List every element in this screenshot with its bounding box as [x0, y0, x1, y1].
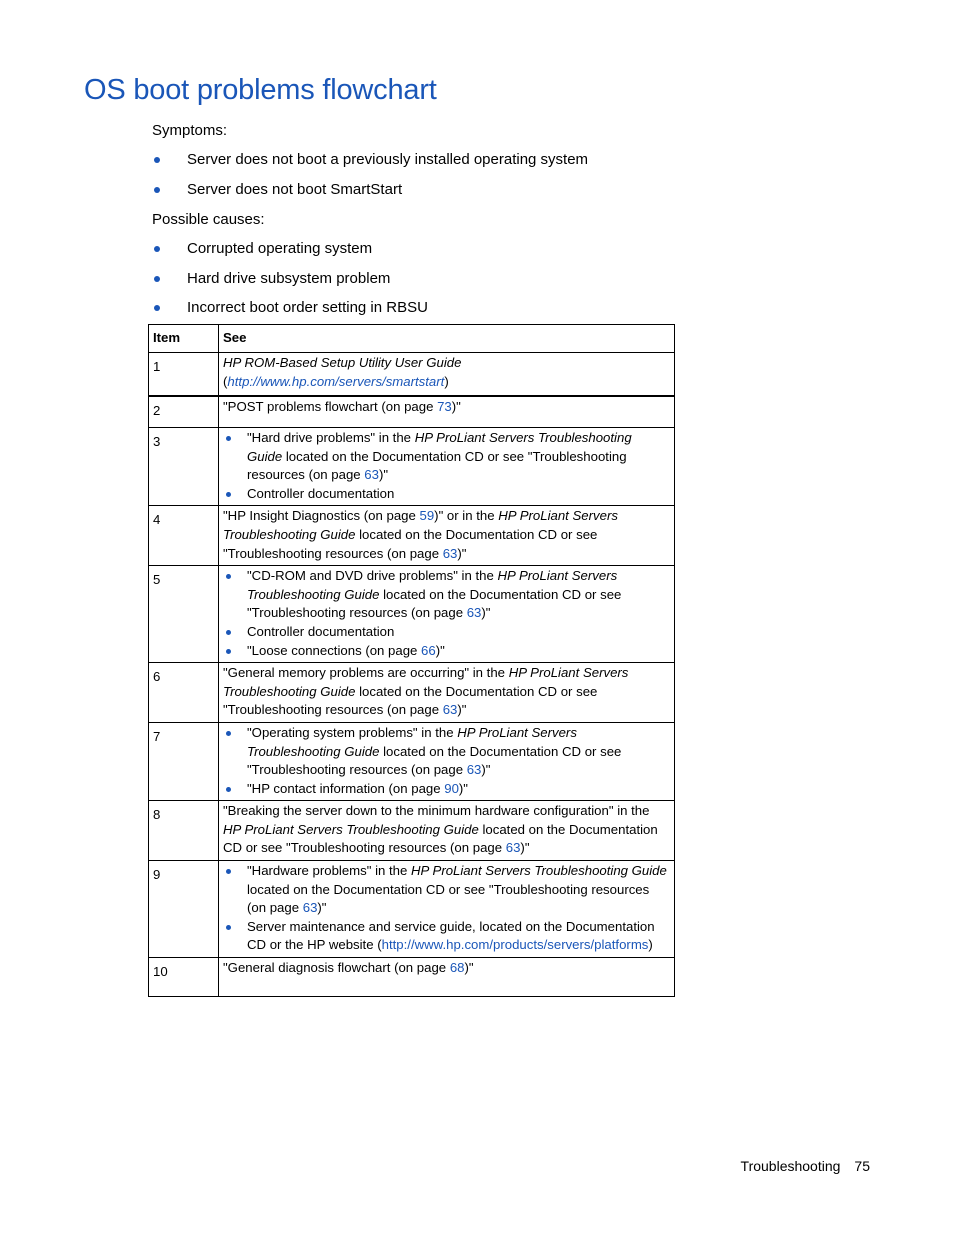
- bullet-icon: [154, 157, 160, 163]
- list-item: Controller documentation: [223, 485, 670, 504]
- page-link[interactable]: 90: [444, 780, 459, 796]
- row-number: 4: [149, 506, 219, 566]
- list-item: Controller documentation: [223, 623, 670, 642]
- page-link[interactable]: 63: [364, 467, 379, 483]
- bullet-icon: [226, 731, 231, 736]
- row-see: "General diagnosis flowchart (on page 68)": [219, 958, 675, 997]
- page-link[interactable]: 63: [505, 840, 521, 856]
- page-link[interactable]: 73: [437, 398, 452, 414]
- guide-title: HP ROM-Based Setup Utility User Guide: [223, 355, 462, 370]
- bullet-icon: [226, 492, 231, 497]
- smartstart-link[interactable]: http://www.hp.com/servers/smartstart: [227, 373, 445, 389]
- bullet-icon: [226, 787, 231, 792]
- bullet-icon: [226, 925, 231, 930]
- row-see: "Breaking the server down to the minimum hardware configuration" in the HP ProLiant Servers Troubleshooting Guide located on the Documentation CD or see "Troubleshooting resources (on page 63)": [219, 801, 675, 861]
- table-row: [149, 801, 675, 861]
- row-see: "General memory problems are occurring" in the HP ProLiant Servers Troubleshooting Guide located on the Documentation CD or see "Troubleshooting resources (on page 63)": [219, 663, 675, 723]
- causes-label: Possible causes:: [152, 211, 265, 228]
- list-item: Server does not boot SmartStart: [152, 181, 588, 211]
- page-link[interactable]: 66: [421, 642, 436, 658]
- footer-section: Troubleshooting: [740, 1158, 841, 1174]
- table-row: [149, 958, 675, 997]
- list-item: "Loose connections (on page 66)": [223, 642, 670, 661]
- header-item: Item: [149, 325, 219, 353]
- table-row: [149, 396, 675, 428]
- list-item: Server does not boot a previously installed operating system: [152, 151, 588, 181]
- row-see: "POST problems flowchart (on page 73)": [219, 396, 675, 428]
- bullet-icon: [226, 436, 231, 441]
- symptoms-label: Symptoms:: [152, 122, 228, 139]
- list-item: "Operating system problems" in the HP ProLiant Servers Troubleshooting Guide located on the Documentation CD or see "Troubleshooting resources (on page 63)": [223, 724, 670, 780]
- list-item: "Hardware problems" in the HP ProLiant Servers Troubleshooting Guide located on the Documentation CD or see "Troubleshooting resources (on page 63)": [223, 862, 670, 918]
- causes-list: [152, 240, 428, 329]
- bullet-icon: [226, 869, 231, 874]
- bullet-icon: [154, 246, 160, 252]
- row-see: [219, 722, 675, 800]
- reference-table: [148, 324, 675, 997]
- bullet-icon: [154, 187, 160, 193]
- header-see: See: [219, 325, 675, 353]
- table-row: [149, 722, 675, 800]
- row-number: 3: [149, 428, 219, 506]
- row-see: [219, 566, 675, 663]
- row-number: 6: [149, 663, 219, 723]
- list-item: Incorrect boot order setting in RBSU: [152, 299, 428, 329]
- page-title: OS boot problems flowchart: [84, 74, 437, 106]
- page-link[interactable]: 63: [442, 545, 458, 561]
- page-link[interactable]: 63: [466, 762, 482, 778]
- row-number: 10: [149, 958, 219, 997]
- bullet-icon: [226, 574, 231, 579]
- page-footer: [741, 1158, 870, 1174]
- table-row: [149, 506, 675, 566]
- page-link[interactable]: 63: [302, 900, 318, 916]
- table-row: [149, 566, 675, 663]
- symptoms-list: [152, 151, 588, 210]
- list-item: "HP contact information (on page 90)": [223, 780, 670, 799]
- row-number: 7: [149, 722, 219, 800]
- list-item: Server maintenance and service guide, located on the Documentation CD or the HP website (http://www.hp.com/products/servers/platforms): [223, 918, 670, 955]
- page-link[interactable]: 63: [466, 605, 482, 621]
- platforms-link[interactable]: http://www.hp.com/products/servers/platforms: [381, 937, 649, 953]
- footer-page-number: 75: [854, 1158, 870, 1174]
- bullet-icon: [226, 630, 231, 635]
- table-row: [149, 861, 675, 958]
- list-item: Hard drive subsystem problem: [152, 270, 428, 300]
- list-item: "Hard drive problems" in the HP ProLiant Servers Troubleshooting Guide located on the Documentation CD or see "Troubleshooting resources (on page 63)": [223, 429, 670, 485]
- table-row: [149, 663, 675, 723]
- row-number: 1: [149, 353, 219, 396]
- bullet-icon: [154, 276, 160, 282]
- list-item: "CD-ROM and DVD drive problems" in the HP ProLiant Servers Troubleshooting Guide located on the Documentation CD or see "Troubleshooting resources (on page 63)": [223, 567, 670, 623]
- row-number: 5: [149, 566, 219, 663]
- table-row: [149, 428, 675, 506]
- bullet-icon: [226, 649, 231, 654]
- row-see: HP ROM-Based Setup Utility User Guide (http://www.hp.com/servers/smartstart): [219, 353, 675, 396]
- row-number: 8: [149, 801, 219, 861]
- list-item: Corrupted operating system: [152, 240, 428, 270]
- bullet-icon: [154, 305, 160, 311]
- table-header-row: [149, 325, 675, 353]
- table-row: [149, 353, 675, 396]
- page-link[interactable]: 63: [442, 702, 458, 718]
- row-see: "HP Insight Diagnostics (on page 59)" or in the HP ProLiant Servers Troubleshooting Guide located on the Documentation CD or see "Troubleshooting resources (on page 63)": [219, 506, 675, 566]
- row-see: [219, 428, 675, 506]
- row-number: 2: [149, 396, 219, 428]
- row-number: 9: [149, 861, 219, 958]
- page-link[interactable]: 59: [419, 508, 435, 524]
- row-see: [219, 861, 675, 958]
- page-link[interactable]: 68: [449, 960, 465, 976]
